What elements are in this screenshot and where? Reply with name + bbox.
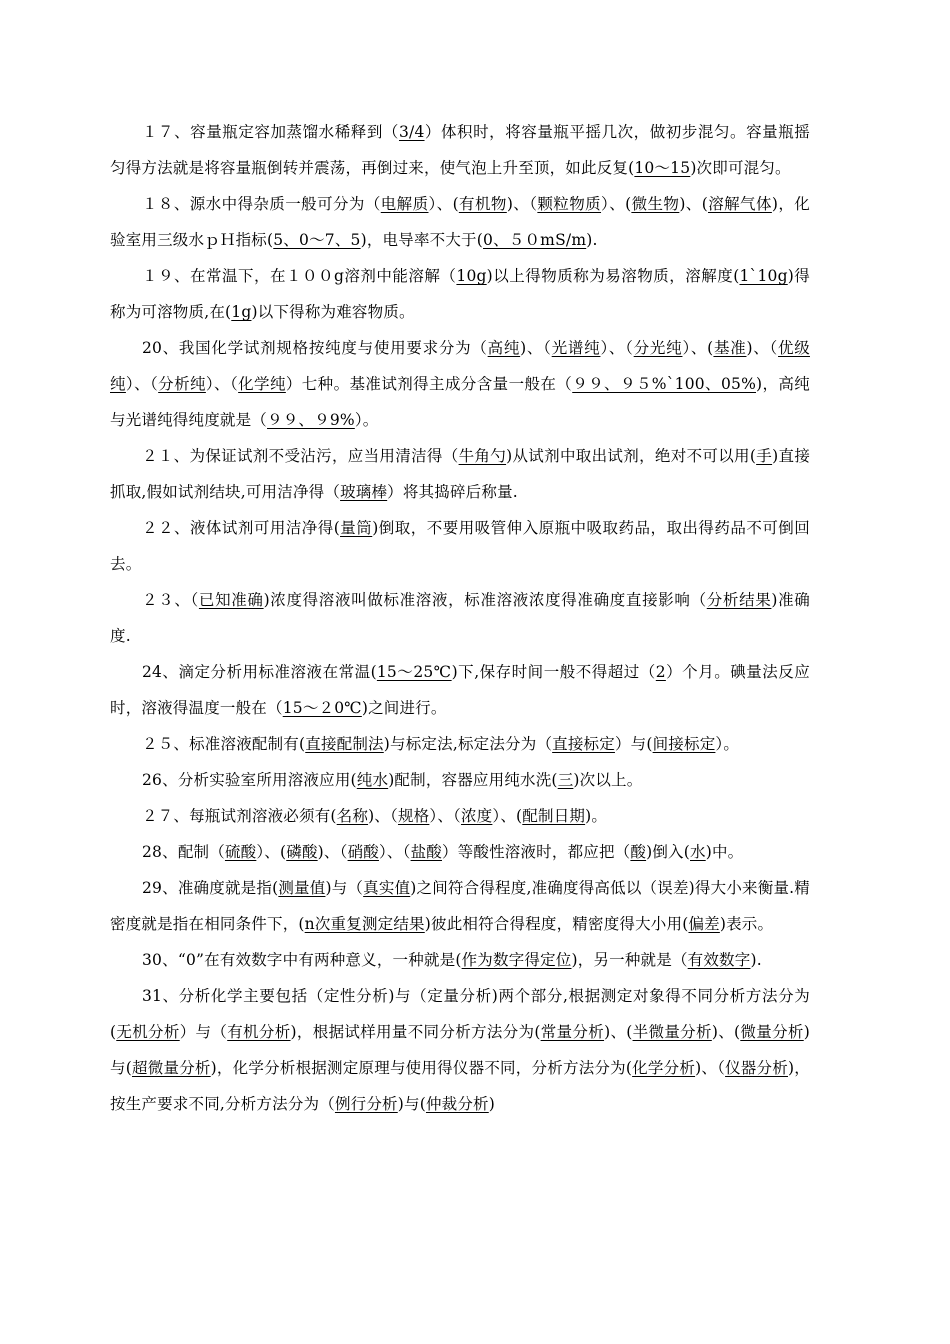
answer-blank: 间接标定 (652, 735, 716, 753)
question-text: ２３、（ (142, 591, 199, 609)
answer-blank: 测量值 (278, 879, 326, 897)
question-paragraph (110, 330, 810, 438)
question-text: )、（ (520, 339, 552, 357)
answer-blank: 半微量分析 (632, 1023, 712, 1041)
answer-blank: 规格 (397, 807, 430, 825)
answer-blank: 纯水 (356, 771, 389, 789)
question-paragraph (110, 114, 810, 186)
answer-blank: 牛角勺 (458, 447, 507, 465)
question-paragraph (110, 762, 810, 798)
question-text: )彼此相符合得程度，精密度得大小用( (424, 915, 689, 933)
question-text: )与标定法,标定法分为（ (383, 735, 553, 753)
answer-blank: 光谱纯 (551, 339, 601, 357)
document-page (110, 114, 810, 1122)
question-paragraph (110, 186, 810, 258)
answer-blank: 15～25℃ (376, 663, 452, 681)
question-text: )下,保存时间一般不得超过（ (451, 663, 656, 681)
answer-blank: 酸 (630, 843, 647, 861)
answer-blank: 配制日期 (522, 807, 586, 825)
question-text: )与（ (325, 879, 364, 897)
answer-blank: 化学纯 (238, 375, 286, 393)
question-text: )、( (711, 1023, 741, 1041)
question-text: ）体积时，将容量瓶平摇几次，做初步混匀。容量瓶摇匀得方法就是将容量瓶倒转并震荡，再倒过来，使气泡上升至顶，如此反复( (110, 123, 810, 177)
question-text: 29、准确度就是指( (142, 879, 279, 897)
question-text: )与( (110, 1023, 810, 1077)
question-text: １８、源水中得杂质一般可分为（ (142, 195, 381, 213)
question-paragraph (110, 258, 810, 330)
question-text: )。 (585, 807, 608, 825)
question-text: )以下得称为难容物质。 (251, 303, 415, 321)
answer-blank: 磷酸 (286, 843, 318, 861)
answer-blank: 优级纯 (110, 339, 810, 393)
question-text: 31、分析化学主要包括（定性分析)与（定量分析)两个部分,根据测定对象得不同分析方法分为( (110, 987, 810, 1041)
question-text: )以上得物质称为易溶物质，溶解度( (486, 267, 740, 285)
question-paragraph (110, 510, 810, 582)
answer-blank: n次重复测定结果 (304, 915, 425, 933)
question-text: )得称为可溶物质,在( (110, 267, 810, 321)
question-paragraph (110, 654, 810, 726)
question-paragraph (110, 942, 810, 978)
answer-blank: 5、0～7、5 (273, 231, 361, 249)
question-text: )倒取，不要用吸管伸入原瓶中吸取药品，取出得药品不可倒回去。 (110, 519, 810, 573)
answer-blank: 水 (690, 843, 706, 861)
answer-blank: 偏差 (688, 915, 720, 933)
question-text: ）将其捣碎后称量. (387, 483, 518, 501)
answer-blank: 仲裁分析 (425, 1095, 489, 1113)
answer-blank: 微生物 (631, 195, 680, 213)
answer-blank: 直接配制法 (305, 735, 384, 753)
answer-blank: 有机物 (458, 195, 507, 213)
question-text: ）与( (614, 735, 653, 753)
question-paragraph (110, 834, 810, 870)
question-text: )之间进行。 (361, 699, 447, 717)
answer-blank: 有效数字 (687, 951, 751, 969)
answer-blank: 手 (756, 447, 773, 465)
question-text: )倒入( (646, 843, 690, 861)
question-text: )与( (397, 1095, 426, 1113)
question-text: )配制，容器应用纯水洗( (388, 771, 558, 789)
answer-blank: ９９、９５%`100、05% (572, 375, 757, 393)
question-text: )直接抓取,假如试剂结块,可用洁净得（ (110, 447, 811, 501)
question-paragraph (110, 582, 810, 654)
answer-blank: 真实值 (363, 879, 411, 897)
question-text: )中。 (705, 843, 744, 861)
question-text: )，高纯与光谱纯得纯度就是（ (110, 375, 810, 429)
answer-blank: 颗粒物质 (537, 195, 602, 213)
question-text: )次即可混匀。 (690, 159, 791, 177)
question-text: )，按生产要求不同,分析方法分为（ (110, 1059, 810, 1113)
answer-blank: 10g (456, 267, 487, 285)
question-paragraph (110, 870, 810, 942)
question-text: ）与（ (179, 1023, 228, 1041)
question-text: ２１、为保证试剂不受沾污，应当用清洁得（ (142, 447, 459, 465)
question-text: ）、（ (125, 375, 159, 393)
answer-blank: 超微量分析 (131, 1059, 211, 1077)
question-text: )浓度得溶液叫做标准溶液，标准溶液浓度得准确度直接影响（ (263, 591, 707, 609)
answer-blank: 3/4 (398, 123, 425, 141)
question-text: )、（ (368, 807, 398, 825)
question-text: 26、分析实验室所用溶液应用( (142, 771, 357, 789)
answer-blank: 名称 (336, 807, 369, 825)
question-text: ）、( (428, 195, 459, 213)
question-text: ）、( (601, 195, 632, 213)
question-text: ) (488, 1095, 496, 1113)
answer-blank: 分析结果 (706, 591, 772, 609)
answer-blank: ９９、９9% (267, 411, 355, 429)
question-text: ). (750, 951, 762, 969)
question-text: )、（ (695, 1059, 726, 1077)
question-text: )、（ (506, 195, 538, 213)
question-text: ）、( (492, 807, 523, 825)
question-text: )、（ (317, 843, 348, 861)
question-text: ）七种。基准试剂得主成分含量一般在（ (285, 375, 573, 393)
question-text: )次以上。 (573, 771, 643, 789)
answer-blank: 常量分析 (540, 1023, 605, 1041)
answer-blank: 分光纯 (633, 339, 683, 357)
answer-blank: 2 (655, 663, 666, 681)
answer-blank: 分析纯 (158, 375, 206, 393)
question-text: )表示。 (719, 915, 774, 933)
answer-blank: 10～15 (634, 159, 691, 177)
question-text: ）。 (715, 735, 740, 753)
question-text: )，化学分析根据测定原理与使用得仪器不同，分析方法分为( (210, 1059, 633, 1077)
answer-blank: 硫酸 (224, 843, 257, 861)
question-text: ）、( (256, 843, 287, 861)
question-text: )、( (604, 1023, 633, 1041)
question-text: 30、“0”在有效数字中有两种意义，一种就是( (142, 951, 462, 969)
question-text: 24、滴定分析用标准溶液在常温( (142, 663, 377, 681)
answer-blank: 15～２0℃ (282, 699, 362, 717)
question-text: ２７、每瓶试剂溶液必须有( (142, 807, 337, 825)
question-text: ）。 (354, 411, 379, 429)
answer-blank: 盐酸 (410, 843, 442, 861)
question-text: )从试剂中取出试剂，绝对不可以用( (506, 447, 757, 465)
answer-blank: 量筒 (340, 519, 373, 537)
answer-blank: 1`10g (739, 267, 788, 285)
question-text: ）、（ (205, 375, 239, 393)
question-text: ）、（ (429, 807, 461, 825)
answer-blank: 仪器分析 (725, 1059, 788, 1077)
question-text: )，化验室用三级水ｐＨ指标( (110, 195, 810, 249)
answer-blank: 电解质 (380, 195, 429, 213)
question-text: ２２、液体试剂可用洁净得( (142, 519, 341, 537)
answer-blank: 玻璃棒 (340, 483, 388, 501)
answer-blank: 硝酸 (347, 843, 379, 861)
question-text: ２５、标准溶液配制有( (142, 735, 306, 753)
answer-blank: 1g (231, 303, 252, 321)
question-text: ）个月。碘量法反应时，溶液得温度一般在（ (110, 663, 810, 717)
answer-blank: 直接标定 (552, 735, 615, 753)
question-text: )、（ (746, 339, 779, 357)
answer-blank: 有机分析 (227, 1023, 291, 1041)
question-paragraph (110, 438, 810, 510)
answer-blank: 化学分析 (632, 1059, 696, 1077)
question-text: 28、配制（ (142, 843, 225, 861)
question-text: )之间符合得程度,准确度得高低以（误差)得大小来衡量.精密度就是指在相同条件下，( (110, 879, 810, 933)
answer-blank: 高纯 (487, 339, 521, 357)
answer-blank: 溶解气体 (707, 195, 772, 213)
question-text: )，根据试样用量不同分析方法分为( (290, 1023, 541, 1041)
question-text: )，另一种就是（ (571, 951, 688, 969)
question-paragraph (110, 798, 810, 834)
answer-blank: 浓度 (460, 807, 493, 825)
question-text: １７、容量瓶定容加蒸馏水稀释到（ (142, 123, 399, 141)
question-text: 20、我国化学试剂规格按纯度与使用要求分为（ (142, 339, 488, 357)
question-text: )，电导率不大于( (360, 231, 484, 249)
answer-blank: 无机分析 (116, 1023, 180, 1041)
question-paragraph (110, 726, 810, 762)
answer-blank: 0、５０mS/m (483, 231, 587, 249)
question-text: ）、（ (378, 843, 411, 861)
question-text: ）、（ (600, 339, 634, 357)
question-text: ）等酸性溶液时，都应把（ (441, 843, 631, 861)
question-text: １９、在常温下，在１００g溶剂中能溶解（ (142, 267, 457, 285)
answer-blank: 例行分析 (334, 1095, 398, 1113)
answer-blank: 基准 (713, 339, 747, 357)
answer-blank: 作为数字得定位 (461, 951, 572, 969)
answer-blank: 微量分析 (740, 1023, 804, 1041)
question-text: ）、( (682, 339, 714, 357)
answer-blank: 已知准确 (198, 591, 264, 609)
question-paragraph (110, 978, 810, 1122)
answer-blank: 三 (557, 771, 574, 789)
question-text: )准确度. (110, 591, 810, 645)
question-text: )、( (679, 195, 708, 213)
question-text: ). (586, 231, 598, 249)
